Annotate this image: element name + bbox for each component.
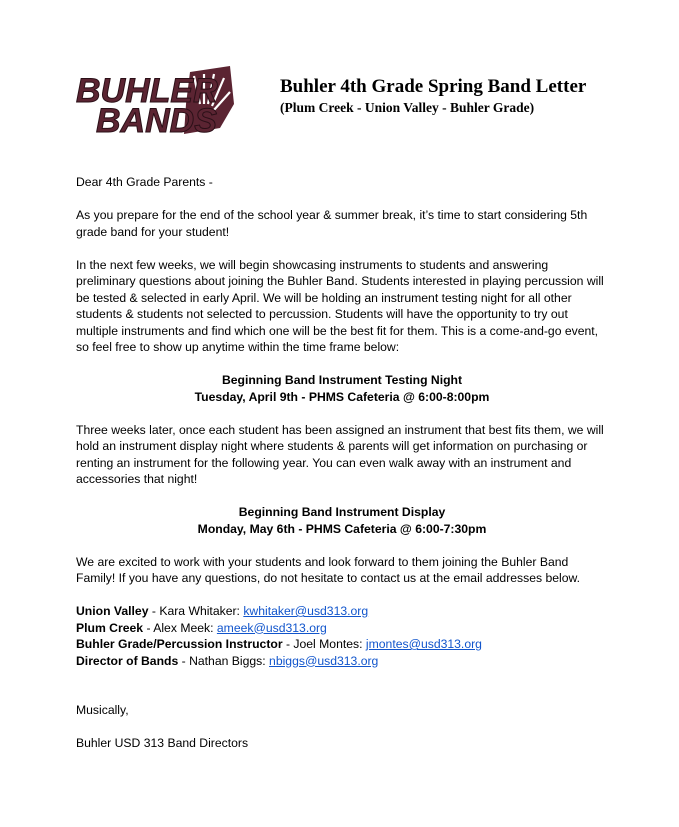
contact-name: - Joel Montes: [282, 637, 366, 651]
letter-subtitle: (Plum Creek - Union Valley - Buhler Grade) [280, 100, 535, 115]
contact-line [76, 603, 608, 620]
contact-line [76, 636, 608, 653]
paragraph-showcase: In the next few weeks, we will begin showcasing instruments to students and answering preliminary questions about joining the Buhler Band. Students interested in playing percussion will be tested & selected in early April. We will be holding an instrument testing night for all other students & students not selected to percussion. Students will have the opportunity to try out multiple instruments and find which one will be the best fit for them. This is a come-and-go event, so feel free to show up anytime within the time frame below: [76, 257, 604, 354]
paragraph-display: Three weeks later, once each student has been assigned an instrument that best fits them, we will hold an instrument display night where students & parents will get information on purchasing or renting an instrument for the following year. You can even walk away with an instrument and accessories that night! [76, 422, 604, 486]
paragraph-intro: As you prepare for the end of the school year & summer break, it’s time to start considering 5th grade band for your student! [76, 208, 588, 239]
logo-line1: BUHLER [76, 72, 218, 110]
logo-line2: BANDS [96, 102, 217, 138]
contact-role: Buhler Grade/Percussion Instructor [76, 637, 283, 651]
event1-title: Beginning Band Instrument Testing Night [221, 373, 463, 387]
contact-email-link[interactable]: ameek@usd313.org [216, 620, 327, 635]
event2-when: Monday, May 6th - PHMS Cafeteria @ 6:00-7:30pm [197, 521, 487, 536]
closing: Musically, [76, 703, 129, 717]
contact-email-link[interactable]: jmontes@usd313.org [365, 637, 482, 651]
contact-name: - Nathan Biggs: [178, 653, 270, 668]
contact-email-link[interactable]: nbiggs@usd313.org [269, 653, 379, 668]
contact-name: - Kara Whitaker: [148, 604, 244, 618]
event1-when: Tuesday, April 9th - PHMS Cafeteria @ 6:00-8:00pm [194, 389, 490, 404]
event2-title: Beginning Band Instrument Display [238, 505, 446, 519]
paragraph-contact: We are excited to work with your students and look forward to them joining the Buhler Band Family! If you have any questions, do not hesitate to contact us at the email addresses below. [76, 554, 581, 585]
contact-role: Union Valley [76, 604, 149, 618]
contact-line [76, 620, 608, 637]
contact-role: Plum Creek [76, 620, 144, 635]
contact-role: Director of Bands [76, 653, 179, 668]
letter-title: Buhler 4th Grade Spring Band Letter [280, 76, 587, 97]
contact-line [76, 653, 608, 670]
contact-name: - Alex Meek: [143, 620, 217, 635]
letter-body [76, 174, 608, 752]
contact-email-link[interactable]: kwhitaker@usd313.org [243, 604, 369, 618]
signature: Buhler USD 313 Band Directors [76, 736, 249, 750]
greeting: Dear 4th Grade Parents - [76, 175, 213, 189]
buhler-bands-logo [72, 64, 242, 138]
